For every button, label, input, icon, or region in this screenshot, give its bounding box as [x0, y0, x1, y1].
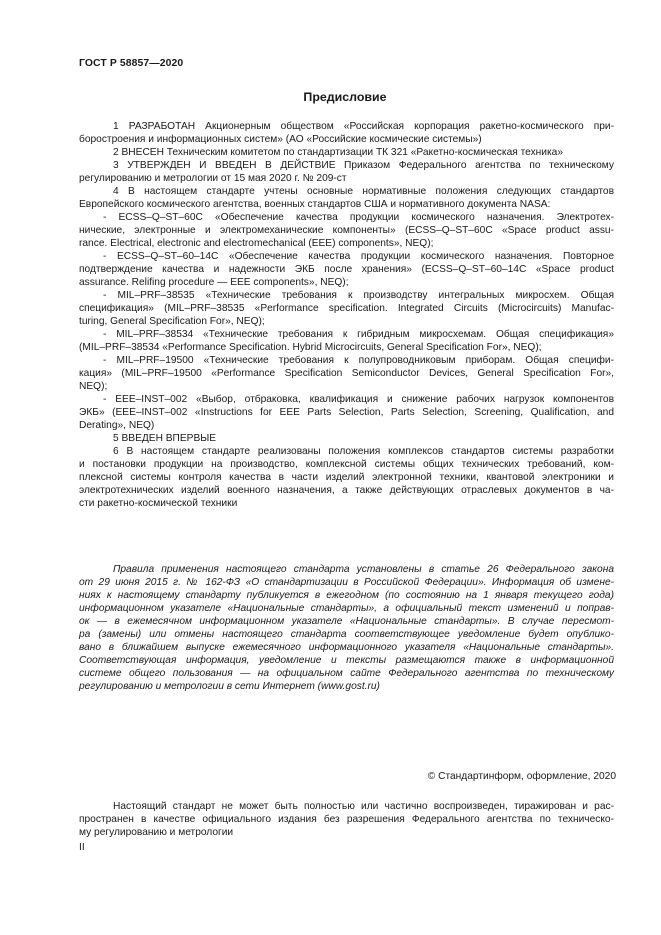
preface-line: NEQ);	[79, 381, 108, 392]
standard-id-header: ГОСТ Р 58857—2020	[79, 58, 184, 69]
preface-line: - MIL–PRF–38535 «Технические требования к производству интегральных микросхем. Общая	[103, 290, 614, 301]
preface-line: регулированию и метрологии от 15 мая 2020 г. № 209-ст	[79, 173, 347, 184]
notice-line: ок — в ежемесячном информационном указателе «Национальные стандарты». В случае пересмот-	[79, 616, 614, 627]
notice-line: информационном указателе «Национальные стандарты», а официальный текст изменений и поправ-	[79, 603, 614, 614]
preface-line: 5 ВВЕДЕН ВПЕРВЫЕ	[113, 433, 217, 444]
notice-line: регулированию и метрологии в сети Интернет (www.gost.ru)	[79, 681, 380, 692]
preface-line: Европейского космического агентства, военных стандартов США и нормативного документа NASA:	[79, 199, 551, 210]
preface-line: 4 В настоящем стандарте учтены основные нормативные положения следующих стандартов	[113, 186, 614, 197]
preface-line: 3 УТВЕРЖДЕН И ВВЕДЕН В ДЕЙСТВИЕ Приказом Федерального агентства по техническому	[113, 160, 614, 171]
preface-line: нические, электронные и электромеханические компоненты» (ECSS–Q–ST–60C «Space product assu-	[79, 225, 614, 236]
copyright-notice: © Стандартинформ, оформление, 2020	[427, 771, 616, 782]
preface-line: кация» (MIL–PRF–19500 «Performance Specification Semiconductor Devices, General Specification For»,	[79, 368, 614, 379]
notice-line: системе общего пользования — на официальном сайте Федерального агентства по техническому	[79, 668, 614, 679]
preface-line: 2 ВНЕСЕН Техническим комитетом по стандартизации ТК 321 «Ракетно-космическая техника»	[113, 147, 563, 158]
notice-line: Соответствующая информация, уведомление и тексты размещаются также в информационной	[79, 655, 614, 666]
preface-line: assurance. Relifing procedure — EEE components», NEQ);	[79, 277, 349, 288]
notice-line: от 29 июня 2015 г. № 162-ФЗ «О стандартизации в Российской Федерации». Информация об измене-	[79, 577, 614, 588]
preface-line: боростроения и информационных систем» (АО «Российские космические системы»)	[79, 134, 482, 145]
section-title: Предисловие	[303, 90, 387, 104]
preface-line: и постановки продукции на производство, комплексной системы общих технических требований, ком-	[79, 459, 614, 470]
rights-line: му регулированию и метрологии	[79, 827, 234, 838]
preface-line: turing, General Specification For», NEQ);	[79, 316, 265, 327]
notice-line: Правила применения настоящего стандарта установлены в статье 26 Федерального закона	[113, 564, 614, 575]
preface-line: 6 В настоящем стандарте реализованы положения комплексов стандартов системы разработки	[113, 446, 614, 457]
preface-line: - MIL–PRF–38534 «Технические требования к гибридным микросхемам. Общая спецификация»	[103, 329, 614, 340]
rights-line: пространен в качестве официального издания без разрешения Федерального агентства по техническо-	[79, 814, 614, 825]
notice-line: ра (замены) или отмены настоящего стандарта соответствующее уведомление будет опублико-	[79, 629, 614, 640]
preface-line: ЭКБ» (EEE–INST–002 «Instructions for EEE Parts Selection, Parts Selection, Screening, Qualification, and	[79, 407, 614, 418]
preface-line: электротехнических изделий военного назначения, а также действующих отраслевых документов в ча-	[79, 485, 614, 496]
preface-line: - MIL–PRF–19500 «Технические требования к полупроводниковым приборам. Общая специфи-	[103, 355, 614, 366]
preface-line: rance. Electrical, electronic and electromechanical (EEE) components», NEQ);	[79, 238, 434, 249]
preface-line: 1 РАЗРАБОТАН Акционерным обществом «Российская корпорация ракетно-космического при-	[113, 121, 614, 132]
preface-line: - ECSS–Q–ST–60C «Обеспечение качества продукции космического назначения. Электротех-	[103, 212, 614, 223]
notice-line: ниях к настоящему стандарту публикуется в ежегодном (по состоянию на 1 января текущего года)	[79, 590, 614, 601]
rights-line: Настоящий стандарт не может быть полностью или частично воспроизведен, тиражирован и рас-	[113, 801, 614, 812]
preface-line: (MIL–PRF–38534 «Performance Specification. Hybrid Microcircuits, General Specification For», NEQ);	[79, 342, 542, 353]
preface-line: спецификация» (MIL–PRF–38535 «Performance specification. Integrated Circuits (Microcircuits) Manufac-	[79, 303, 614, 314]
preface-line: Derating», NEQ)	[79, 420, 155, 431]
preface-line: плексной системы контроля качества в части изделий электронной техники, квантовой электроники и	[79, 472, 614, 483]
notice-line: вано в ближайшем выпуске ежемесячного информационного указателя «Национальные стандарты».	[79, 642, 614, 653]
preface-line: - EEE–INST–002 «Выбор, отбраковка, квалификация и снижение рабочих нагрузок компонентов	[103, 394, 614, 405]
preface-line: сти ракетно-космической техники	[79, 498, 238, 509]
preface-line: подтверждение качества и надежности ЭКБ после хранения» (ECSS–Q–ST–60–14C «Space product	[79, 264, 614, 275]
page-number: II	[79, 842, 85, 853]
preface-line: - ECSS–Q–ST–60–14C «Обеспечение качества продукции космического назначения. Повторное	[103, 251, 614, 262]
